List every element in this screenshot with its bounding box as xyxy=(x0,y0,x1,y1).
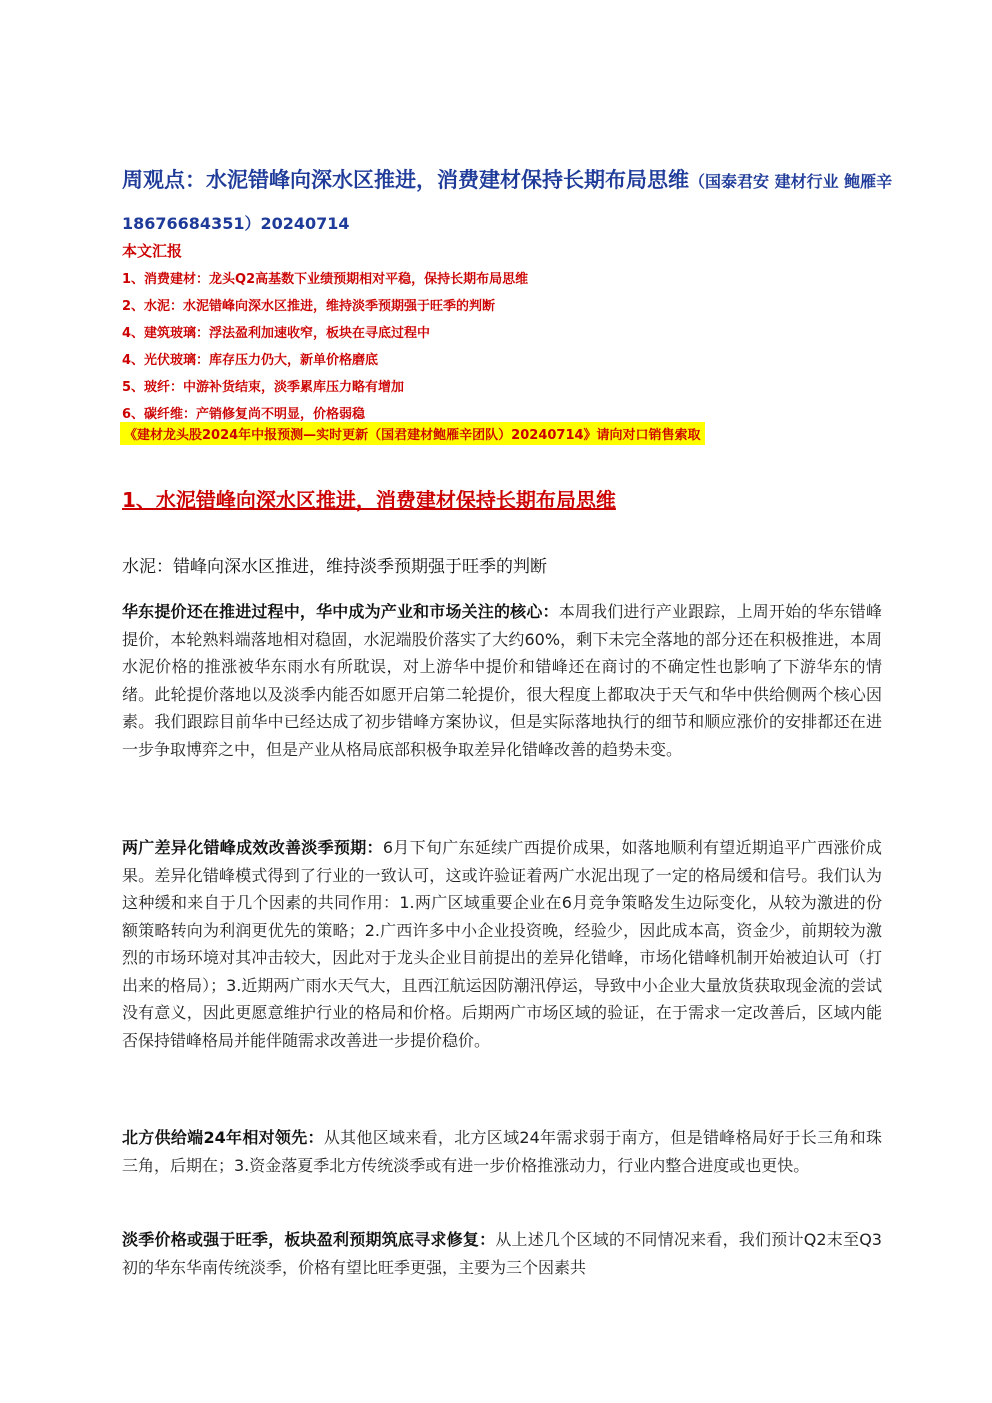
paragraph-lead: 北方供给端24年相对领先： xyxy=(122,1128,324,1147)
paragraph-guangdong-guangxi xyxy=(122,834,882,1054)
paragraph-lead: 淡季价格或强于旺季，板块盈利预期筑底寻求修复： xyxy=(122,1230,496,1249)
page-title xyxy=(122,160,912,244)
title-source: （国泰君安 建材行业 鲍雁辛 18676684351）20240714 xyxy=(122,172,893,233)
summary-item: 2、水泥：水泥错峰向深水区推进，维持淡季预期强于旺季的判断 xyxy=(122,299,496,314)
summary-item: 4、光伏玻璃：库存压力仍大，新单价格磨底 xyxy=(122,353,379,368)
paragraph-body: 从上述几个区域的不同情况来看，我们预计Q2末至Q3初的华东华南传统淡季，价格有望比旺季更强，主要为三个因素共 xyxy=(122,1230,882,1277)
paragraph-body: 6月下旬广东延续广西提价成果，如落地顺利有望近期追平广西涨价成果。差异化错峰模式得到了行业的一致认可，这或许验证着两广水泥出现了一定的格局缓和信号。我们认为这种缓和来自于几个因素的共同作用：1.两广区域重要企业在6月竞争策略发生边际变化，从较为激进的份额策略转向为利润更优先的策略；2.广西许多中小企业投资晚，经验少，因此成本高，资金少，前期较为激烈的市场环境对其冲击较大，因此对于龙头企业目前提出的差异化错峰，市场化错峰机制开始被迫认可（打出来的格局）；3.近期两广雨水天气大，且西江航运因防潮汛停运，导致中小企业大量放货获取现金流的尝试没有意义，因此更愿意维护行业的格局和价格。后期两广市场区域的验证，在于需求一定改善后，区域内能否保持错峰格局并能伴随需求改善进一步提价稳价。 xyxy=(122,838,882,1050)
paragraph-body: 本周我们进行产业跟踪，上周开始的华东错峰提价，本轮熟料端落地相对稳固，水泥端股价落实了大约60%，剩下未完全落地的部分还在积极推进，本周水泥价格的推涨被华东雨水有所耽误，对上游华中提价和错峰还在商讨的不确定性也影响了下游华东的情绪。此轮提价落地以及淡季内能否如愿开启第二轮提价，很大程度上都取决于天气和华中供给侧两个核心因素。我们跟踪目前华中已经达成了初步错峰方案协议，但是实际落地执行的细节和顺应涨价的安排都还在进一步争取博弈之中，但是产业从格局底部积极争取差异化错峰改善的趋势未变。 xyxy=(122,602,882,759)
summary-item: 6、碳纤维：产销修复尚不明显，价格弱稳 xyxy=(122,407,366,422)
summary-heading: 本文汇报 xyxy=(122,242,183,260)
section-subheading: 水泥：错峰向深水区推进，维持淡季预期强于旺季的判断 xyxy=(122,557,547,577)
paragraph-lead: 华东提价还在推进过程中，华中成为产业和市场关注的核心： xyxy=(122,602,559,621)
summary-item: 5、玻纤：中游补货结束，淡季累库压力略有增加 xyxy=(122,380,405,395)
paragraph-lead: 两广差异化错峰成效改善淡季预期： xyxy=(122,838,383,857)
section-heading: 1、水泥错峰向深水区推进，消费建材保持长期布局思维 xyxy=(122,488,616,512)
summary-item: 1、消费建材：龙头Q2高基数下业绩预期相对平稳，保持长期布局思维 xyxy=(122,272,529,287)
paragraph-body: 从其他区域来看，北方区域24年需求弱于南方，但是错峰格局好于长三角和珠三角，后期在；3.资金落夏季北方传统淡季或有进一步价格推涨动力，行业内整合进度或也更快。 xyxy=(122,1128,882,1175)
summary-item: 4、建筑玻璃：浮法盈利加速收窄，板块在寻底过程中 xyxy=(122,326,431,341)
summary-list xyxy=(122,266,922,428)
paragraph-east-china xyxy=(122,598,882,763)
paragraph-off-season-price xyxy=(122,1226,882,1281)
title-main: 周观点：水泥错峰向深水区推进，消费建材保持长期布局思维 xyxy=(122,168,689,192)
highlighted-report-note: 《建材龙头股2024年中报预测—实时更新（国君建材鲍雁辛团队）20240714》请向对口销售索取 xyxy=(120,422,705,445)
paragraph-north-supply xyxy=(122,1124,882,1179)
